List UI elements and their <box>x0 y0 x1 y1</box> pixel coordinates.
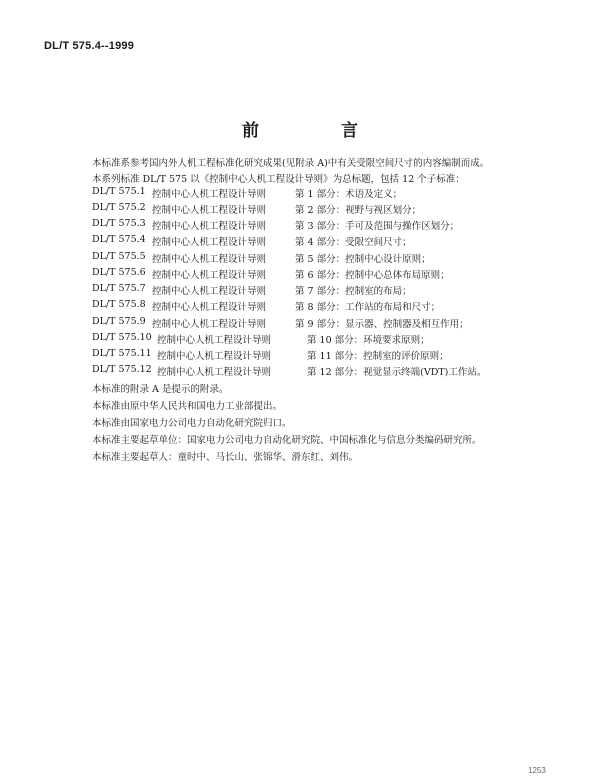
standard-number: DL/T 575.10 <box>92 332 152 343</box>
standard-number: DL/T 575.4 <box>92 234 146 245</box>
standard-number: DL/T 575.7 <box>92 283 146 294</box>
standard-title: 控制中心人机工程设计导则 <box>152 254 267 265</box>
part-title: 第 11 部分：控制室的评价原则； <box>307 351 449 362</box>
part-title: 第 4 部分：受限空间尺寸； <box>295 237 412 248</box>
part-title: 第 3 部分：手可及范围与操作区划分； <box>295 221 460 232</box>
part-title: 第 8 部分：工作站的布局和尺寸； <box>295 302 441 313</box>
part-title: 第 5 部分：控制中心设计原则； <box>295 254 431 265</box>
note-paragraph: 本标准由国家电力公司电力自动化研究院归口。 <box>92 418 292 429</box>
part-title: 第 2 部分：视野与视区划分； <box>295 205 422 216</box>
standard-title: 控制中心人机工程设计导则 <box>152 189 267 200</box>
standard-number: DL/T 575.3 <box>92 218 146 229</box>
page-title: 前 言 <box>242 121 396 141</box>
standard-title: 控制中心人机工程设计导则 <box>157 351 272 362</box>
standard-title: 控制中心人机工程设计导则 <box>157 367 272 378</box>
intro-paragraph: 本系列标准 DL/T 575 以《控制中心人机工程设计导则》为总标题，包括 12 个子标准： <box>92 174 465 185</box>
standard-title: 控制中心人机工程设计导则 <box>157 335 272 346</box>
standard-number: DL/T 575.1 <box>92 186 146 197</box>
note-paragraph: 本标准主要起草单位：国家电力公司电力自动化研究院、中国标准化与信息分类编码研究所。 <box>92 435 482 446</box>
standard-number: DL/T 575.2 <box>92 202 146 213</box>
standard-title: 控制中心人机工程设计导则 <box>152 302 267 313</box>
note-paragraph: 本标准的附录 A 是提示的附录。 <box>92 384 229 395</box>
standard-title: 控制中心人机工程设计导则 <box>152 319 267 330</box>
part-title: 第 6 部分：控制中心总体布局原则； <box>295 270 450 281</box>
standard-number: DL/T 575.5 <box>92 251 146 262</box>
part-title: 第 9 部分：显示器、控制器及相互作用； <box>295 319 469 330</box>
note-paragraph: 本标准由原中华人民共和国电力工业部提出。 <box>92 401 283 412</box>
standard-number: DL/T 575.9 <box>92 316 146 327</box>
intro-paragraph: 本标准系参考国内外人机工程标准化研究成果(见附录 A)中有关受限空间尺寸的内容编制而成。 <box>92 158 490 169</box>
part-title: 第 7 部分：控制室的布局； <box>295 286 412 297</box>
note-paragraph: 本标准主要起草人：童时中、马长山、张锦华、滑东红、刘伟。 <box>92 452 359 463</box>
standard-title: 控制中心人机工程设计导则 <box>152 270 267 281</box>
page-number: 1253 <box>528 766 546 775</box>
standard-number: DL/T 575.6 <box>92 267 146 278</box>
standard-number: DL/T 575.8 <box>92 299 146 310</box>
part-title: 第 12 部分：视觉显示终端(VDT)工作站。 <box>307 367 487 378</box>
standard-title: 控制中心人机工程设计导则 <box>152 205 267 216</box>
standard-title: 控制中心人机工程设计导则 <box>152 221 267 232</box>
standard-number: DL/T 575.12 <box>92 364 152 375</box>
standard-title: 控制中心人机工程设计导则 <box>152 286 267 297</box>
standard-title: 控制中心人机工程设计导则 <box>152 237 267 248</box>
document-code: DL/T 575.4--1999 <box>44 40 135 52</box>
part-title: 第 10 部分：环境要求原则； <box>307 335 430 346</box>
standard-number: DL/T 575.11 <box>92 348 152 359</box>
part-title: 第 1 部分：术语及定义； <box>295 189 403 200</box>
